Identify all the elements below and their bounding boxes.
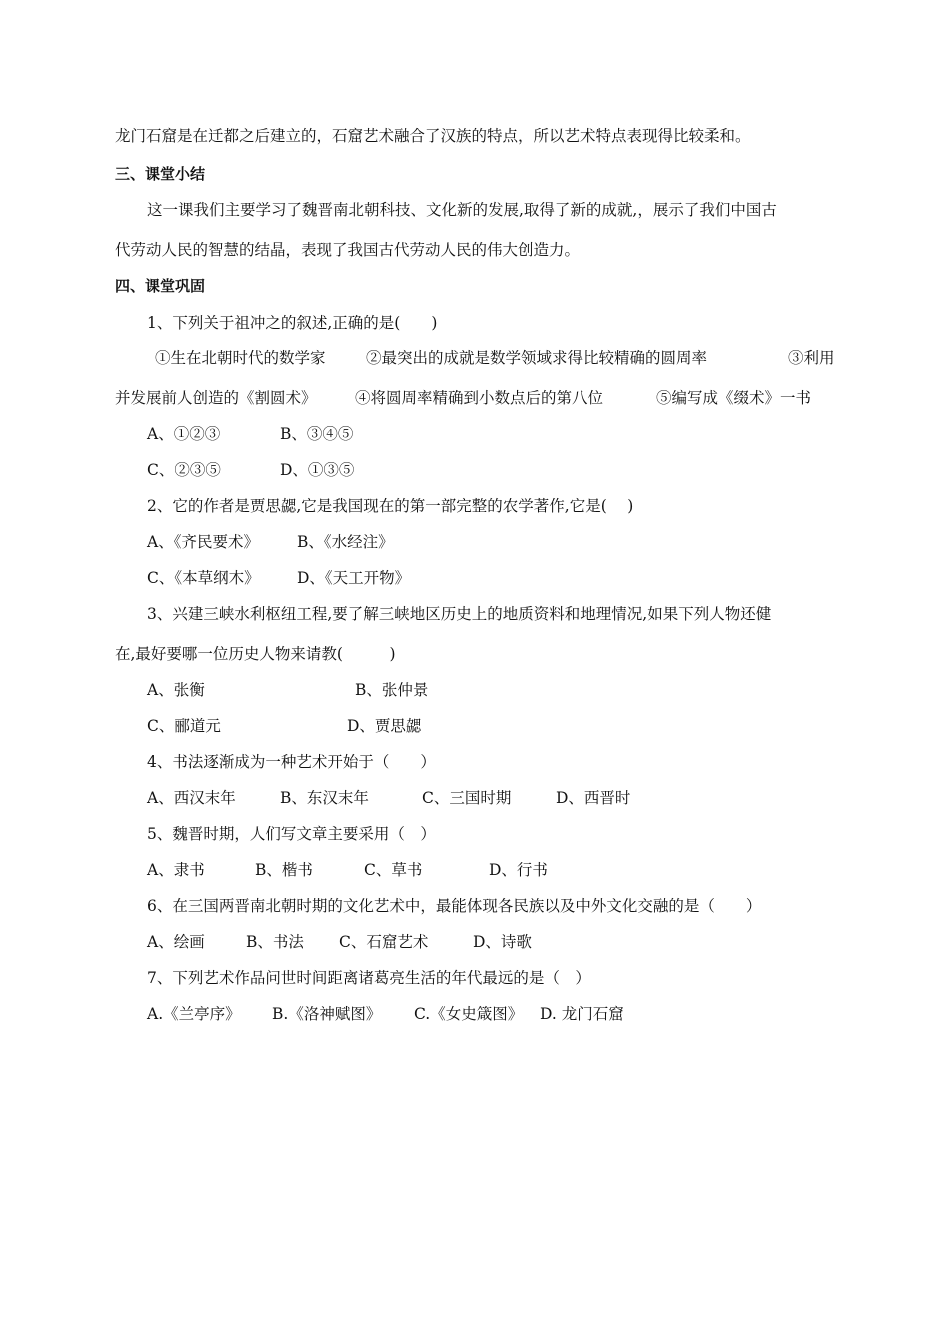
summary-text: 这一课我们主要学习了魏晋南北朝科技、文化新的发展,取得了新的成就,，展示了我们中国古 <box>147 201 777 219</box>
question-stem-text: 2、它的作者是贾思勰,它是我国现在的第一部完整的农学著作,它是( ) <box>147 497 634 515</box>
question-stem-text: 在,最好要哪一位历史人物来请教( ) <box>115 645 396 663</box>
question-stem-text: 5、魏晋时期，人们写文章主要采用（ ） <box>147 825 436 843</box>
statement-3-part-1: ③利用 <box>788 349 835 367</box>
option-a: A、隶书 <box>147 861 205 879</box>
statement-2: ②最突出的成就是数学领域求得比较精确的圆周率 <box>366 349 708 367</box>
summary-text: 代劳动人民的智慧的结晶，表现了我国古代劳动人民的伟大创造力。 <box>115 241 581 259</box>
question-stem-text: 6、在三国两晋南北朝时期的文化艺术中，最能体现各民族以及中外文化交融的是（ ） <box>147 897 762 915</box>
option-b: B、书法 <box>246 933 304 951</box>
statement-5: ⑤编写成《缀术》一书 <box>656 389 812 407</box>
option-c: C.《女史箴图》 <box>414 1005 524 1023</box>
section-heading-text: 四、课堂巩固 <box>115 277 206 295</box>
option-d: D. 龙门石窟 <box>540 1005 624 1023</box>
option-d: D、《天工开物》 <box>297 569 411 587</box>
option-d: D、西晋时 <box>556 789 631 807</box>
option-c: C、《本草纲木》 <box>147 569 260 587</box>
statement-4: ④将圆周率精确到小数点后的第八位 <box>355 389 604 407</box>
option-a: A.《兰亭序》 <box>147 1005 241 1023</box>
option-b: B、③④⑤ <box>280 425 354 443</box>
question-stem-text: 1、下列关于祖冲之的叙述,正确的是( ) <box>147 314 438 332</box>
option-d: D、诗歌 <box>473 933 532 951</box>
question-stem-text: 4、书法逐渐成为一种艺术开始于（ ） <box>147 753 436 771</box>
option-d: D、行书 <box>489 861 548 879</box>
option-a: A、西汉末年 <box>147 789 236 807</box>
option-b: B、楷书 <box>255 861 313 879</box>
question-stem-text: 7、下列艺术作品问世时间距离诸葛亮生活的年代最远的是（ ） <box>147 969 591 987</box>
intro-text: 龙门石窟是在迁都之后建立的，石窟艺术融合了汉族的特点，所以艺术特点表现得比较柔和。 <box>115 127 751 145</box>
section-heading-text: 三、课堂小结 <box>115 165 206 183</box>
option-d: D、贾思勰 <box>347 717 422 735</box>
option-c: C、②③⑤ <box>147 461 221 479</box>
option-a: A、①②③ <box>147 425 221 443</box>
question-stem-text: 3、兴建三峡水利枢纽工程,要了解三峡地区历史上的地质资料和地理情况,如果下列人物还健 <box>147 605 772 623</box>
option-c: C、草书 <box>364 861 423 879</box>
option-c: C、三国时期 <box>422 789 512 807</box>
option-a: A、张衡 <box>147 681 205 699</box>
option-b: B.《洛神赋图》 <box>272 1005 382 1023</box>
option-a: A、《齐民要术》 <box>147 533 259 551</box>
option-d: D、①③⑤ <box>280 461 355 479</box>
option-b: B、《水经注》 <box>297 533 394 551</box>
option-a: A、绘画 <box>147 933 205 951</box>
option-c: C、石窟艺术 <box>339 933 429 951</box>
option-c: C、郦道元 <box>147 717 221 735</box>
statement-3-part-2: 并发展前人创造的《割圆术》 <box>115 389 317 407</box>
option-b: B、张仲景 <box>355 681 429 699</box>
option-b: B、东汉末年 <box>280 789 369 807</box>
statement-1: ①生在北朝时代的数学家 <box>155 349 326 367</box>
